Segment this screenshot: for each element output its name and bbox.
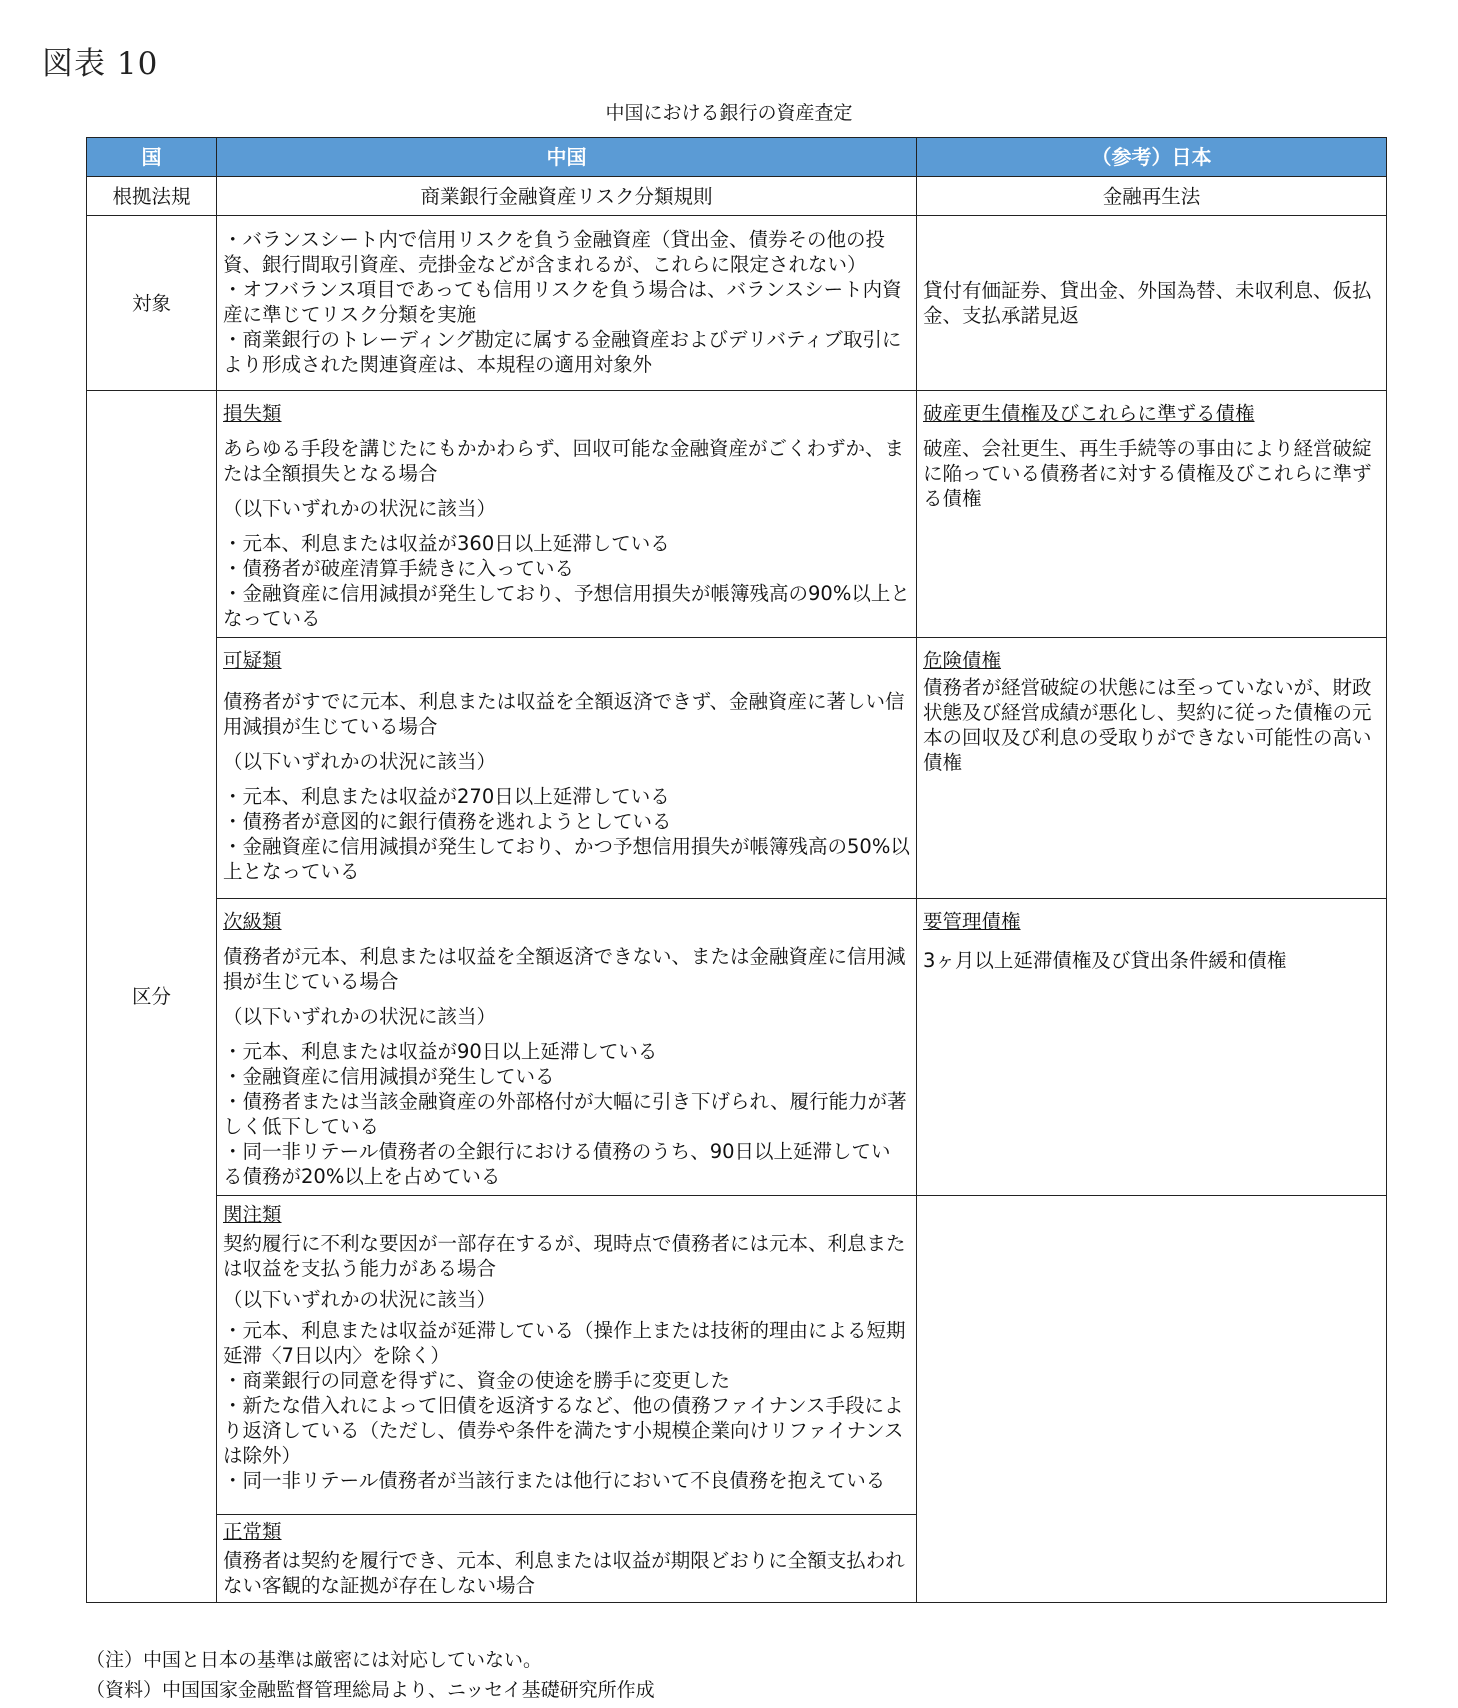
header-china: 中国 (217, 138, 917, 177)
basis-china: 商業銀行金融資産リスク分類規則 (217, 177, 917, 216)
basis-row (87, 177, 1387, 216)
doubtful-japan (917, 638, 1387, 899)
special-mention-item: ・同一非リテール債務者が当該行または他行において不良債務を抱えている (223, 1469, 886, 1492)
loss-jp-desc: 破産、会社更生、再生手続等の事由により経営破綻に陥っている債務者に対する債権及びこれらに準ずる債権 (923, 437, 1372, 510)
normal-desc: 債務者は契約を履行でき、元本、利息または収益が期限どおりに全額支払われない客観的な証拠が存在しない場合 (223, 1549, 905, 1597)
scope-label: 対象 (87, 216, 217, 391)
normal-title: 正常類 (223, 1520, 282, 1543)
loss-sub: （以下いずれかの状況に該当） (223, 497, 497, 520)
substandard-sub: （以下いずれかの状況に該当） (223, 1005, 497, 1028)
substandard-item: ・元本、利息または収益が90日以上延滞している (223, 1040, 658, 1063)
loss-item: ・債務者が破産清算手続きに入っている (223, 557, 575, 580)
doubtful-item: ・債務者が意図的に銀行債務を逃れようとしている (223, 810, 672, 833)
loss-row (87, 391, 1387, 638)
scope-row (87, 216, 1387, 391)
classification-label: 区分 (87, 391, 217, 1603)
loss-jp-title: 破産更生債権及びこれらに準ずる債権 (923, 402, 1255, 425)
footnote: （注）中国と日本の基準は厳密には対応していない。 (86, 1649, 543, 1671)
scope-china-item: ・商業銀行のトレーディング勘定に属する金融資産およびデリバティブ取引により形成された関連資産は、本規程の適用対象外 (223, 328, 902, 376)
substandard-china (217, 899, 917, 1196)
special-mention-item: ・元本、利息または収益が延滞している（操作上または技術的理由による短期延滞〈7日以内〉を除く） (223, 1319, 906, 1367)
special-mention-item: ・商業銀行の同意を得ずに、資金の使途を勝手に変更した (223, 1369, 731, 1392)
substandard-title: 次級類 (223, 910, 282, 933)
substandard-jp-title: 要管理債権 (923, 910, 1021, 933)
doubtful-title: 可疑類 (223, 649, 282, 672)
doubtful-sub: （以下いずれかの状況に該当） (223, 750, 497, 773)
doubtful-item: ・金融資産に信用減損が発生しており、かつ予想信用損失が帳簿残高の50%以上となっている (223, 835, 910, 883)
special-mention-desc: 契約履行に不利な要因が一部存在するが、現時点で債務者には元本、利息または収益を支払う能力がある場合 (223, 1232, 906, 1280)
japan-empty-cell (917, 1196, 1387, 1603)
special-mention-sub: （以下いずれかの状況に該当） (223, 1288, 497, 1311)
header-country: 国 (87, 138, 217, 177)
loss-japan (917, 391, 1387, 638)
doubtful-jp-title: 危険債権 (923, 649, 1002, 672)
substandard-row (87, 899, 1387, 1196)
source-note: （資料）中国国家金融監督管理総局より、ニッセイ基礎研究所作成 (86, 1679, 655, 1701)
loss-china (217, 391, 917, 638)
header-row (87, 138, 1387, 177)
normal-china (217, 1515, 917, 1603)
doubtful-jp-desc: 債務者が経営破綻の状態には至っていないが、財政状態及び経営成績が悪化し、契約に従った債権の元本の回収及び利息の受取りができない可能性の高い債権 (923, 676, 1372, 774)
doubtful-desc: 債務者がすでに元本、利息または収益を全額返済できず、金融資産に著しい信用減損が生じている場合 (223, 690, 905, 738)
comparison-table (86, 137, 1387, 1603)
substandard-item: ・金融資産に信用減損が発生している (223, 1065, 555, 1088)
header-japan: （参考）日本 (917, 138, 1387, 177)
loss-desc: あらゆる手段を講じたにもかかわらず、回収可能な金融資産がごくわずか、または全額損失となる場合 (223, 437, 904, 485)
scope-japan: 貸付有価証券、貸出金、外国為替、未収利息、仮払金、支払承諾見返 (917, 216, 1387, 391)
doubtful-item: ・元本、利息または収益が270日以上延滞している (223, 785, 670, 808)
loss-item: ・金融資産に信用減損が発生しており、予想信用損失が帳簿残高の90%以上となっている (223, 582, 910, 630)
scope-china-item: ・バランスシート内で信用リスクを負う金融資産（貸出金、債券その他の投資、銀行間取引資産、売掛金などが含まれるが、これらに限定されない） (223, 228, 886, 276)
special-mention-item: ・新たな借入れによって旧債を返済するなど、他の債務ファイナンス手段により返済している（ただし、債券や条件を満たす小規模企業向けリファイナンスは除外） (223, 1394, 904, 1467)
loss-title: 損失類 (223, 402, 282, 425)
scope-china-item: ・オフバランス項目であっても信用リスクを負う場合は、バランスシート内資産に準じてリスク分類を実施 (223, 278, 902, 326)
doubtful-row (87, 638, 1387, 899)
basis-japan: 金融再生法 (917, 177, 1387, 216)
substandard-jp-desc: 3ヶ月以上延滞債権及び貸出条件緩和債権 (923, 949, 1287, 972)
special-mention-china (217, 1196, 917, 1515)
basis-label: 根拠法規 (87, 177, 217, 216)
substandard-japan (917, 899, 1387, 1196)
special-mention-row (87, 1196, 1387, 1515)
figure-label: 図表 10 (42, 46, 159, 82)
substandard-item: ・同一非リテール債務者の全銀行における債務のうち、90日以上延滞している債務が20%以上を占めている (223, 1140, 891, 1188)
substandard-item: ・債務者または当該金融資産の外部格付が大幅に引き下げられ、履行能力が著しく低下している (223, 1090, 907, 1138)
table-title: 中国における銀行の資産査定 (605, 102, 853, 124)
scope-china (217, 216, 917, 391)
substandard-desc: 債務者が元本、利息または収益を全額返済できない、または金融資産に信用減損が生じている場合 (223, 945, 906, 993)
doubtful-china (217, 638, 917, 899)
special-mention-title: 関注類 (223, 1203, 282, 1226)
loss-item: ・元本、利息または収益が360日以上延滞している (223, 532, 670, 555)
